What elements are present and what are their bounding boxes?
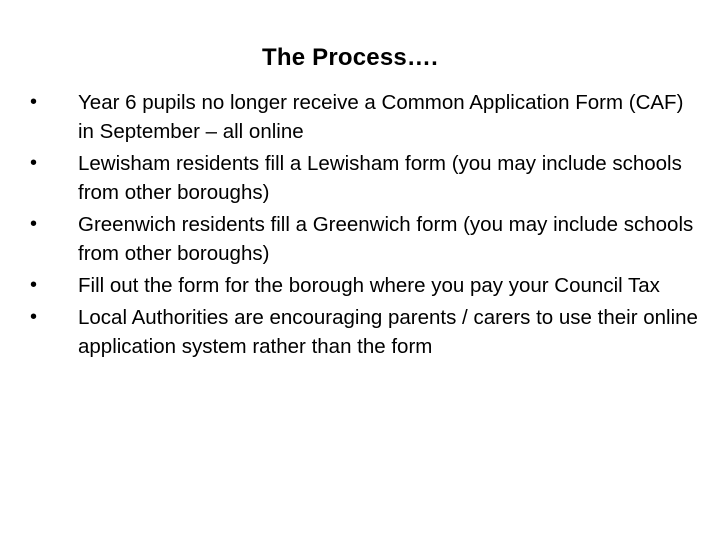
bullet-text: Fill out the form for the borough where you pay your Council Tax [78,274,660,297]
list-item [30,271,702,300]
bullet-text: Lewisham residents fill a Lewisham form (you may include schools from other boroughs) [78,152,682,204]
bullet-icon: • [30,213,38,235]
bullet-icon: • [30,306,38,328]
bullet-text: Year 6 pupils no longer receive a Common Application Form (CAF) in September – all online [78,91,684,143]
bullet-icon: • [30,274,38,296]
bullet-text: Greenwich residents fill a Greenwich form (you may include schools from other boroughs) [78,213,694,265]
slide-title: The Process…. [261,44,438,71]
bullet-icon: • [30,91,38,113]
bullet-list [30,88,702,364]
bullet-text: Local Authorities are encouraging parents / carers to use their online application system rather than the form [78,306,698,358]
list-item [30,149,702,207]
list-item [30,303,702,361]
list-item [30,210,702,268]
list-item [30,88,702,146]
bullet-icon: • [30,152,38,174]
